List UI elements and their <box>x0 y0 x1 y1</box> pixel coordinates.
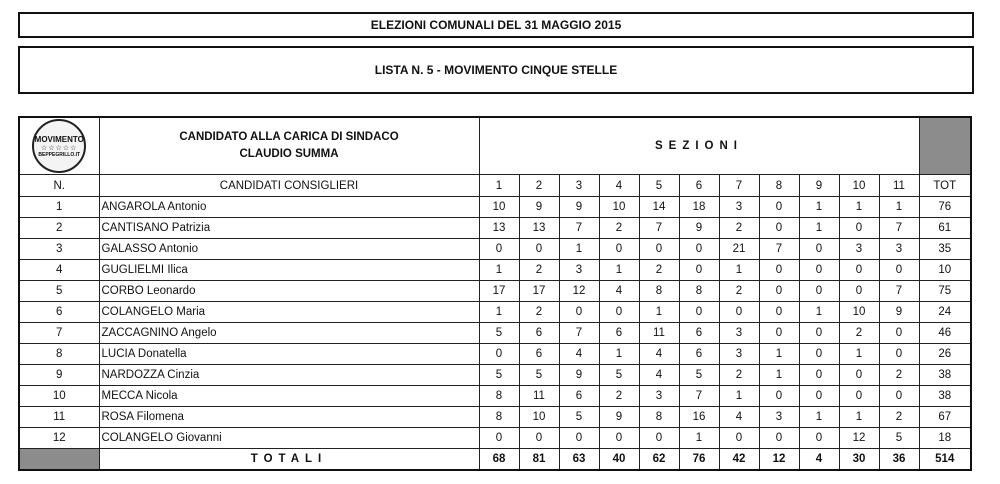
section-votes: 0 <box>839 386 879 407</box>
section-votes: 1 <box>839 197 879 218</box>
section-votes: 1 <box>799 218 839 239</box>
section-votes: 0 <box>559 302 599 323</box>
section-votes: 0 <box>679 239 719 260</box>
section-votes: 0 <box>879 386 919 407</box>
logo-site: BEPPEGRILLO.IT <box>38 151 81 158</box>
section-votes: 9 <box>559 197 599 218</box>
totals-label: TOTALI <box>99 449 479 471</box>
table-row <box>19 281 971 302</box>
section-votes: 5 <box>519 365 559 386</box>
totals-row <box>19 449 971 471</box>
section-votes: 9 <box>879 302 919 323</box>
logo-stars: ☆☆☆☆☆ <box>41 144 78 152</box>
col-section-11-header: 11 <box>879 175 919 197</box>
section-votes: 1 <box>479 260 519 281</box>
section-votes: 2 <box>639 260 679 281</box>
section-votes: 0 <box>799 239 839 260</box>
row-number: 8 <box>19 344 99 365</box>
candidate-total: 38 <box>919 386 971 407</box>
section-votes: 0 <box>839 281 879 302</box>
section-votes: 0 <box>519 428 559 449</box>
header-shaded-cell <box>919 117 971 175</box>
section-votes: 0 <box>879 260 919 281</box>
section-votes: 13 <box>519 218 559 239</box>
section-votes: 7 <box>559 323 599 344</box>
section-votes: 17 <box>519 281 559 302</box>
section-votes: 7 <box>679 386 719 407</box>
section-votes: 5 <box>559 407 599 428</box>
section-votes: 0 <box>799 260 839 281</box>
section-votes: 3 <box>559 260 599 281</box>
section-votes: 2 <box>879 407 919 428</box>
section-votes: 0 <box>799 365 839 386</box>
section-votes: 7 <box>879 281 919 302</box>
section-votes: 0 <box>759 323 799 344</box>
section-votes: 1 <box>759 365 799 386</box>
section-votes: 8 <box>639 281 679 302</box>
candidate-name: MECCA Nicola <box>99 386 479 407</box>
section-total: 36 <box>879 449 919 471</box>
section-votes: 11 <box>639 323 679 344</box>
section-votes: 0 <box>879 344 919 365</box>
col-tot-header: TOT <box>919 175 971 197</box>
col-n-header: N. <box>19 175 99 197</box>
section-votes: 6 <box>559 386 599 407</box>
party-logo <box>32 119 86 173</box>
election-title: ELEZIONI COMUNALI DEL 31 MAGGIO 2015 <box>370 18 622 32</box>
section-votes: 12 <box>559 281 599 302</box>
row-number: 11 <box>19 407 99 428</box>
candidate-total: 35 <box>919 239 971 260</box>
section-total: 62 <box>639 449 679 471</box>
section-votes: 0 <box>599 239 639 260</box>
row-number: 6 <box>19 302 99 323</box>
section-total: 12 <box>759 449 799 471</box>
section-votes: 1 <box>839 407 879 428</box>
section-votes: 2 <box>839 323 879 344</box>
section-votes: 8 <box>479 407 519 428</box>
table-row <box>19 344 971 365</box>
section-votes: 0 <box>759 197 799 218</box>
row-number: 4 <box>19 260 99 281</box>
table-row <box>19 407 971 428</box>
section-votes: 8 <box>679 281 719 302</box>
row-number: 2 <box>19 218 99 239</box>
section-votes: 8 <box>639 407 679 428</box>
section-votes: 0 <box>639 428 679 449</box>
section-votes: 1 <box>599 260 639 281</box>
section-votes: 3 <box>879 239 919 260</box>
list-name: LISTA N. 5 - MOVIMENTO CINQUE STELLE <box>374 63 618 77</box>
section-votes: 2 <box>719 218 759 239</box>
row-number: 12 <box>19 428 99 449</box>
section-votes: 0 <box>479 428 519 449</box>
row-number: 1 <box>19 197 99 218</box>
section-votes: 7 <box>559 218 599 239</box>
sections-heading: SEZIONI <box>479 117 919 175</box>
section-votes: 6 <box>679 344 719 365</box>
section-votes: 2 <box>599 386 639 407</box>
section-total: 40 <box>599 449 639 471</box>
section-votes: 16 <box>679 407 719 428</box>
candidate-total: 61 <box>919 218 971 239</box>
mayor-candidate-label: CANDIDATO ALLA CARICA DI SINDACO <box>179 131 399 143</box>
table-row <box>19 428 971 449</box>
section-votes: 7 <box>639 218 679 239</box>
section-total: 30 <box>839 449 879 471</box>
section-votes: 1 <box>679 428 719 449</box>
section-votes: 3 <box>719 197 759 218</box>
col-section-10-header: 10 <box>839 175 879 197</box>
section-votes: 0 <box>799 323 839 344</box>
table-row <box>19 239 971 260</box>
row-number: 10 <box>19 386 99 407</box>
section-votes: 1 <box>599 344 639 365</box>
section-votes: 18 <box>679 197 719 218</box>
candidate-name: ZACCAGNINO Angelo <box>99 323 479 344</box>
section-votes: 0 <box>599 302 639 323</box>
candidate-name: COLANGELO Giovanni <box>99 428 479 449</box>
section-votes: 13 <box>479 218 519 239</box>
col-section-4-header: 4 <box>599 175 639 197</box>
candidate-total: 26 <box>919 344 971 365</box>
table-row <box>19 260 971 281</box>
section-votes: 0 <box>679 260 719 281</box>
section-votes: 10 <box>519 407 559 428</box>
section-votes: 0 <box>879 323 919 344</box>
column-header-row <box>19 175 971 197</box>
section-total: 63 <box>559 449 599 471</box>
table-header-row <box>19 117 971 175</box>
section-total: 42 <box>719 449 759 471</box>
section-votes: 0 <box>799 344 839 365</box>
section-votes: 0 <box>759 386 799 407</box>
section-total: 68 <box>479 449 519 471</box>
section-votes: 1 <box>639 302 679 323</box>
section-votes: 1 <box>719 386 759 407</box>
section-votes: 5 <box>479 323 519 344</box>
section-votes: 0 <box>759 281 799 302</box>
grand-total: 514 <box>919 449 971 471</box>
candidate-name: GUGLIELMI Ilica <box>99 260 479 281</box>
candidate-name: ROSA Filomena <box>99 407 479 428</box>
mayor-candidate-name: CLAUDIO SUMMA <box>239 148 339 160</box>
section-votes: 0 <box>719 428 759 449</box>
section-votes: 0 <box>719 302 759 323</box>
section-votes: 0 <box>679 302 719 323</box>
section-votes: 0 <box>799 386 839 407</box>
section-votes: 1 <box>479 302 519 323</box>
section-votes: 9 <box>519 197 559 218</box>
section-votes: 14 <box>639 197 679 218</box>
section-votes: 10 <box>599 197 639 218</box>
candidate-name: COLANGELO Maria <box>99 302 479 323</box>
section-votes: 5 <box>599 365 639 386</box>
candidate-name: CORBO Leonardo <box>99 281 479 302</box>
section-votes: 2 <box>719 365 759 386</box>
section-votes: 6 <box>599 323 639 344</box>
candidate-total: 76 <box>919 197 971 218</box>
results-table <box>18 116 972 471</box>
section-votes: 4 <box>559 344 599 365</box>
section-votes: 2 <box>879 365 919 386</box>
table-row <box>19 323 971 344</box>
party-logo-cell <box>19 117 99 175</box>
col-candidates-header: CANDIDATI CONSIGLIERI <box>99 175 479 197</box>
section-total: 76 <box>679 449 719 471</box>
section-votes: 1 <box>799 302 839 323</box>
section-votes: 12 <box>839 428 879 449</box>
candidate-name: GALASSO Antonio <box>99 239 479 260</box>
document-title <box>18 12 974 38</box>
section-votes: 10 <box>479 197 519 218</box>
section-votes: 0 <box>839 365 879 386</box>
section-votes: 8 <box>479 386 519 407</box>
section-votes: 0 <box>759 302 799 323</box>
section-votes: 4 <box>639 344 679 365</box>
section-votes: 0 <box>759 218 799 239</box>
candidate-name: NARDOZZA Cinzia <box>99 365 479 386</box>
section-votes: 1 <box>559 239 599 260</box>
section-votes: 7 <box>759 239 799 260</box>
section-votes: 10 <box>839 302 879 323</box>
section-votes: 5 <box>479 365 519 386</box>
candidate-name: ANGAROLA Antonio <box>99 197 479 218</box>
candidate-total: 10 <box>919 260 971 281</box>
candidate-name: LUCIA Donatella <box>99 344 479 365</box>
section-votes: 0 <box>599 428 639 449</box>
row-number: 3 <box>19 239 99 260</box>
section-votes: 4 <box>639 365 679 386</box>
section-votes: 3 <box>719 323 759 344</box>
section-votes: 1 <box>799 407 839 428</box>
section-votes: 2 <box>519 302 559 323</box>
section-votes: 6 <box>519 344 559 365</box>
logo-text: MOVIMENTO <box>34 134 84 144</box>
section-votes: 17 <box>479 281 519 302</box>
candidate-name: CANTISANO Patrizia <box>99 218 479 239</box>
section-votes: 0 <box>759 428 799 449</box>
section-votes: 9 <box>599 407 639 428</box>
candidate-total: 38 <box>919 365 971 386</box>
section-votes: 0 <box>479 239 519 260</box>
section-votes: 2 <box>519 260 559 281</box>
section-votes: 3 <box>839 239 879 260</box>
row-number: 7 <box>19 323 99 344</box>
section-votes: 7 <box>879 218 919 239</box>
section-votes: 0 <box>479 344 519 365</box>
row-number: 5 <box>19 281 99 302</box>
section-votes: 21 <box>719 239 759 260</box>
col-section-8-header: 8 <box>759 175 799 197</box>
totals-shaded-cell <box>19 449 99 471</box>
section-total: 4 <box>799 449 839 471</box>
candidate-total: 18 <box>919 428 971 449</box>
section-votes: 3 <box>639 386 679 407</box>
section-votes: 1 <box>759 344 799 365</box>
col-section-6-header: 6 <box>679 175 719 197</box>
table-row <box>19 197 971 218</box>
section-total: 81 <box>519 449 559 471</box>
candidate-total: 46 <box>919 323 971 344</box>
col-section-1-header: 1 <box>479 175 519 197</box>
section-votes: 3 <box>759 407 799 428</box>
table-row <box>19 302 971 323</box>
section-votes: 3 <box>719 344 759 365</box>
section-votes: 11 <box>519 386 559 407</box>
section-votes: 1 <box>799 197 839 218</box>
section-votes: 5 <box>879 428 919 449</box>
mayor-candidate-cell <box>99 117 479 175</box>
col-section-5-header: 5 <box>639 175 679 197</box>
candidate-total: 24 <box>919 302 971 323</box>
section-votes: 0 <box>559 428 599 449</box>
col-section-9-header: 9 <box>799 175 839 197</box>
section-votes: 0 <box>519 239 559 260</box>
col-section-3-header: 3 <box>559 175 599 197</box>
section-votes: 9 <box>679 218 719 239</box>
section-votes: 9 <box>559 365 599 386</box>
section-votes: 2 <box>719 281 759 302</box>
candidate-total: 75 <box>919 281 971 302</box>
section-votes: 1 <box>839 344 879 365</box>
section-votes: 1 <box>879 197 919 218</box>
row-number: 9 <box>19 365 99 386</box>
section-votes: 6 <box>519 323 559 344</box>
section-votes: 2 <box>599 218 639 239</box>
section-votes: 0 <box>799 281 839 302</box>
section-votes: 4 <box>719 407 759 428</box>
table-row <box>19 386 971 407</box>
section-votes: 0 <box>639 239 679 260</box>
table-row <box>19 365 971 386</box>
section-votes: 1 <box>719 260 759 281</box>
col-section-2-header: 2 <box>519 175 559 197</box>
table-row <box>19 218 971 239</box>
candidate-total: 67 <box>919 407 971 428</box>
section-votes: 0 <box>759 260 799 281</box>
section-votes: 4 <box>599 281 639 302</box>
section-votes: 0 <box>799 428 839 449</box>
section-votes: 0 <box>839 218 879 239</box>
section-votes: 6 <box>679 323 719 344</box>
section-votes: 5 <box>679 365 719 386</box>
section-votes: 0 <box>839 260 879 281</box>
list-header <box>18 46 974 94</box>
col-section-7-header: 7 <box>719 175 759 197</box>
